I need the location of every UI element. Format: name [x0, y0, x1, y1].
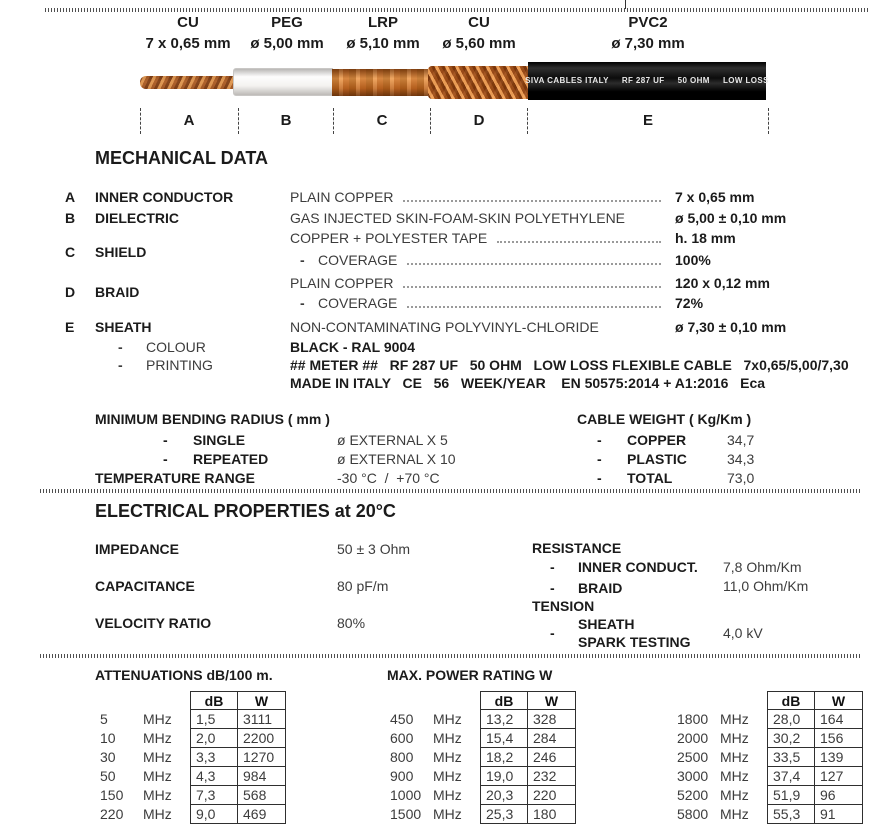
- frequency-unit: MHz: [433, 711, 462, 727]
- power-w-value: 246: [528, 748, 576, 767]
- coverage-row: [318, 294, 667, 312]
- inner-conductor-graphic: [140, 76, 238, 89]
- row-label: DIELECTRIC: [95, 210, 179, 226]
- coverage-value: 72%: [675, 295, 704, 311]
- row-label: SHEATH: [95, 319, 152, 335]
- spark-testing-label-line2: SPARK TESTING: [578, 634, 691, 650]
- power-w-value: 220: [528, 786, 576, 805]
- power-w-value: 984: [238, 767, 286, 786]
- table-row: [385, 710, 585, 729]
- dotted-leader: [407, 306, 661, 308]
- weight-value: 34,7: [727, 432, 755, 448]
- description-text: PLAIN COPPER: [290, 275, 394, 291]
- coverage-value: 100%: [675, 252, 711, 268]
- colour-value: BLACK - RAL 9004: [290, 339, 415, 355]
- segment-divider-tick: [333, 108, 334, 134]
- spacer: [672, 691, 720, 710]
- row-description: [290, 274, 667, 292]
- column-header-db: dB: [190, 691, 238, 710]
- frequency-unit: MHz: [720, 730, 749, 746]
- impedance-value: 50 ± 3 Ohm: [337, 541, 411, 557]
- section-title-mechanical: MECHANICAL DATA: [95, 148, 268, 168]
- attenuation-db-value: 37,4: [767, 767, 815, 786]
- capacitance-value: 80 pF/m: [337, 578, 389, 594]
- attenuation-db-value: 19,0: [480, 767, 528, 786]
- shield-foil-graphic: [332, 69, 428, 96]
- bullet-dash: -: [597, 432, 602, 448]
- table-row: [385, 729, 585, 748]
- bullet-dash: -: [597, 470, 602, 486]
- temperature-range-label: TEMPERATURE RANGE: [95, 470, 255, 486]
- table-row: [672, 710, 870, 729]
- frequency-value: 1000: [390, 787, 422, 803]
- frequency-value: 10: [100, 730, 116, 746]
- spark-testing-label-line1: SHEATH: [578, 616, 635, 632]
- row-value: h. 18 mm: [675, 230, 736, 246]
- bullet-dash: -: [118, 339, 123, 355]
- frequency-unit: MHz: [433, 749, 462, 765]
- segment-divider-tick: [430, 108, 431, 134]
- coverage-label: COVERAGE: [318, 295, 398, 311]
- row-description: [290, 188, 667, 206]
- frequency-value: 5800: [677, 806, 709, 822]
- attenuation-db-value: 13,2: [480, 710, 528, 729]
- row-value: ø 5,00 ± 0,10 mm: [675, 210, 787, 226]
- spacer: [720, 691, 767, 710]
- frequency-unit: MHz: [143, 787, 172, 803]
- top-separator-line: [45, 8, 870, 12]
- bullet-dash: -: [300, 252, 305, 268]
- frequency-unit: MHz: [143, 711, 172, 727]
- attenuation-db-value: 18,2: [480, 748, 528, 767]
- row-letter: E: [65, 319, 75, 335]
- column-header-w: W: [815, 691, 863, 710]
- power-w-value: 180: [528, 805, 576, 824]
- table-row: [95, 805, 295, 824]
- bullet-dash: -: [163, 451, 168, 467]
- attenuation-db-value: 7,3: [190, 786, 238, 805]
- frequency-value: 3000: [677, 768, 709, 784]
- material-label: PEG: [271, 14, 303, 31]
- row-label: INNER CONDUCTOR: [95, 189, 234, 205]
- power-w-value: 469: [238, 805, 286, 824]
- power-w-value: 164: [815, 710, 863, 729]
- frequency-unit: MHz: [433, 787, 462, 803]
- power-w-value: 328: [528, 710, 576, 729]
- row-description: GAS INJECTED SKIN-FOAM-SKIN POLYETHYLENE: [290, 210, 626, 226]
- tension-title: TENSION: [532, 598, 595, 614]
- section-separator-line: [40, 489, 862, 493]
- frequency-unit: MHz: [433, 730, 462, 746]
- bullet-dash: -: [300, 295, 305, 311]
- bullet-dash: -: [550, 580, 555, 596]
- attenuation-db-value: 55,3: [767, 805, 815, 824]
- frequency-unit: MHz: [143, 730, 172, 746]
- bending-repeated-label: REPEATED: [193, 451, 269, 467]
- coverage-row: [318, 251, 667, 269]
- power-w-value: 3111: [238, 710, 286, 729]
- frequency-unit: MHz: [143, 749, 172, 765]
- spacer: [95, 691, 143, 710]
- table-row: [672, 805, 870, 824]
- segment-divider-tick: [140, 108, 141, 134]
- material-label: CU: [468, 14, 490, 31]
- attenuation-db-value: 4,3: [190, 767, 238, 786]
- attenuation-db-value: 9,0: [190, 805, 238, 824]
- ruler-tick: [625, 0, 626, 9]
- power-w-value: 2200: [238, 729, 286, 748]
- braid-graphic: [428, 66, 528, 99]
- table-row: [672, 786, 870, 805]
- impedance-label: IMPEDANCE: [95, 541, 180, 557]
- power-w-value: 156: [815, 729, 863, 748]
- attenuation-db-value: 51,9: [767, 786, 815, 805]
- table-row: [672, 748, 870, 767]
- dielectric-graphic: [233, 68, 333, 96]
- attenuation-table-3: [672, 691, 870, 824]
- segment-divider-tick: [238, 108, 239, 134]
- power-w-value: 232: [528, 767, 576, 786]
- attenuation-db-value: 25,3: [480, 805, 528, 824]
- weight-label: COPPER: [627, 432, 687, 448]
- table-header-row: [672, 691, 870, 710]
- spacer: [143, 691, 190, 710]
- column-header-db: dB: [767, 691, 815, 710]
- printing-label: PRINTING: [146, 357, 213, 373]
- bullet-dash: -: [550, 559, 555, 575]
- segment-divider-tick: [527, 108, 528, 134]
- table-row: [385, 748, 585, 767]
- colour-label: COLOUR: [146, 339, 206, 355]
- bullet-dash: -: [118, 357, 123, 373]
- table-row: [385, 767, 585, 786]
- cable-weight-title: CABLE WEIGHT ( Kg/Km ): [577, 411, 752, 427]
- table-body: [385, 710, 585, 824]
- row-letter: A: [65, 189, 76, 205]
- table-row: [95, 767, 295, 786]
- velocity-ratio-value: 80%: [337, 615, 366, 631]
- printing-line: ## METER ## RF 287 UF 50 OHM LOW LOSS FLEXIBLE CABLE 7x0,65/5,00/7,30: [290, 357, 849, 373]
- column-header-w: W: [238, 691, 286, 710]
- printing-line: MADE IN ITALY CE 56 WEEK/YEAR EN 50575:2014 + A1:2016 Eca: [290, 375, 766, 391]
- weight-value: 73,0: [727, 470, 755, 486]
- power-rating-title: MAX. POWER RATING W: [387, 667, 553, 683]
- size-label: ø 5,00 mm: [250, 35, 324, 52]
- column-header-db: dB: [480, 691, 528, 710]
- attenuation-db-value: 2,0: [190, 729, 238, 748]
- size-label: ø 5,60 mm: [442, 35, 516, 52]
- sheath-print-text: SIVA CABLES ITALY RF 287 UF 50 OHM LOW LOSS: [525, 76, 769, 85]
- frequency-unit: MHz: [720, 749, 749, 765]
- velocity-ratio-label: VELOCITY RATIO: [95, 615, 212, 631]
- table-row: [672, 729, 870, 748]
- table-row: [95, 710, 295, 729]
- frequency-value: 5200: [677, 787, 709, 803]
- frequency-value: 1500: [390, 806, 422, 822]
- frequency-unit: MHz: [143, 768, 172, 784]
- row-value: ø 7,30 ± 0,10 mm: [675, 319, 787, 335]
- frequency-value: 600: [390, 730, 414, 746]
- dotted-leader: [497, 241, 661, 243]
- segment-letter: C: [376, 112, 388, 129]
- braid-resistance-value: 11,0 Ohm/Km: [723, 578, 809, 594]
- table-row: [95, 729, 295, 748]
- segment-letter: A: [183, 112, 195, 129]
- inner-conductor-resistance-label: INNER CONDUCT.: [578, 559, 698, 575]
- table-row: [385, 805, 585, 824]
- weight-label: TOTAL: [627, 470, 673, 486]
- frequency-value: 2000: [677, 730, 709, 746]
- weight-label: PLASTIC: [627, 451, 687, 467]
- temperature-range-value: -30 °C / +70 °C: [337, 470, 440, 486]
- table-body: [95, 710, 295, 824]
- bending-repeated-value: ø EXTERNAL X 10: [337, 451, 456, 467]
- bullet-dash: -: [163, 432, 168, 448]
- table-row: [385, 786, 585, 805]
- power-w-value: 139: [815, 748, 863, 767]
- resistance-title: RESISTANCE: [532, 540, 622, 556]
- row-value: 120 x 0,12 mm: [675, 275, 770, 291]
- bending-radius-title: MINIMUM BENDING RADIUS ( mm ): [95, 411, 330, 427]
- row-value: 7 x 0,65 mm: [675, 189, 755, 205]
- dotted-leader: [407, 263, 661, 265]
- power-w-value: 284: [528, 729, 576, 748]
- table-header-row: [385, 691, 585, 710]
- material-label: LRP: [368, 14, 398, 31]
- size-label: ø 7,30 mm: [611, 35, 685, 52]
- attenuation-db-value: 20,3: [480, 786, 528, 805]
- frequency-unit: MHz: [720, 711, 749, 727]
- coverage-label: COVERAGE: [318, 252, 398, 268]
- row-letter: B: [65, 210, 76, 226]
- weight-value: 34,3: [727, 451, 755, 467]
- table-body: [672, 710, 870, 824]
- frequency-value: 220: [100, 806, 124, 822]
- power-w-value: 1270: [238, 748, 286, 767]
- table-header-row: [95, 691, 295, 710]
- frequency-value: 900: [390, 768, 414, 784]
- frequency-value: 800: [390, 749, 414, 765]
- frequency-unit: MHz: [720, 806, 749, 822]
- bending-single-label: SINGLE: [193, 432, 246, 448]
- attenuation-db-value: 1,5: [190, 710, 238, 729]
- power-w-value: 96: [815, 786, 863, 805]
- frequency-value: 5: [100, 711, 108, 727]
- bullet-dash: -: [597, 451, 602, 467]
- spark-testing-value: 4,0 kV: [723, 625, 763, 641]
- frequency-value: 2500: [677, 749, 709, 765]
- size-label: 7 x 0,65 mm: [145, 35, 231, 52]
- table-row: [95, 786, 295, 805]
- sheath-graphic: [525, 62, 769, 100]
- braid-resistance-label: BRAID: [578, 580, 623, 596]
- row-letter: C: [65, 244, 76, 260]
- frequency-unit: MHz: [143, 806, 172, 822]
- segment-letter: D: [473, 112, 485, 129]
- segment-letter: E: [642, 112, 654, 129]
- frequency-unit: MHz: [720, 787, 749, 803]
- spacer: [385, 691, 433, 710]
- material-label: CU: [177, 14, 199, 31]
- frequency-unit: MHz: [433, 806, 462, 822]
- frequency-value: 30: [100, 749, 116, 765]
- segment-letter: B: [280, 112, 292, 129]
- attenuation-table-1: [95, 691, 295, 824]
- power-w-value: 127: [815, 767, 863, 786]
- attenuation-db-value: 15,4: [480, 729, 528, 748]
- capacitance-label: CAPACITANCE: [95, 578, 195, 594]
- attenuation-table-2: [385, 691, 585, 824]
- row-label: BRAID: [95, 284, 140, 300]
- frequency-unit: MHz: [433, 768, 462, 784]
- dotted-leader: [403, 200, 661, 202]
- row-description: [290, 229, 667, 247]
- frequency-value: 50: [100, 768, 116, 784]
- attenuation-db-value: 30,2: [767, 729, 815, 748]
- spacer: [433, 691, 480, 710]
- segment-divider-tick: [768, 108, 769, 134]
- row-description: NON-CONTAMINATING POLYVINYL-CHLORIDE: [290, 319, 599, 335]
- power-w-value: 568: [238, 786, 286, 805]
- dotted-leader: [403, 286, 661, 288]
- row-label: SHIELD: [95, 244, 147, 260]
- frequency-value: 150: [100, 787, 124, 803]
- size-label: ø 5,10 mm: [346, 35, 420, 52]
- section-title-electrical: ELECTRICAL PROPERTIES at 20°C: [95, 501, 396, 521]
- attenuation-db-value: 3,3: [190, 748, 238, 767]
- frequency-value: 1800: [677, 711, 709, 727]
- attenuations-title: ATTENUATIONS dB/100 m.: [95, 667, 273, 683]
- power-w-value: 91: [815, 805, 863, 824]
- table-row: [95, 748, 295, 767]
- material-label: PVC2: [628, 14, 668, 31]
- section-separator-line: [40, 654, 862, 658]
- bending-single-value: ø EXTERNAL X 5: [337, 432, 448, 448]
- attenuation-db-value: 33,5: [767, 748, 815, 767]
- frequency-value: 450: [390, 711, 414, 727]
- description-text: PLAIN COPPER: [290, 189, 394, 205]
- column-header-w: W: [528, 691, 576, 710]
- row-letter: D: [65, 284, 76, 300]
- bullet-dash: -: [550, 625, 555, 641]
- attenuation-db-value: 28,0: [767, 710, 815, 729]
- table-row: [672, 767, 870, 786]
- description-text: COPPER + POLYESTER TAPE: [290, 230, 488, 246]
- frequency-unit: MHz: [720, 768, 749, 784]
- inner-conductor-resistance-value: 7,8 Ohm/Km: [723, 559, 802, 575]
